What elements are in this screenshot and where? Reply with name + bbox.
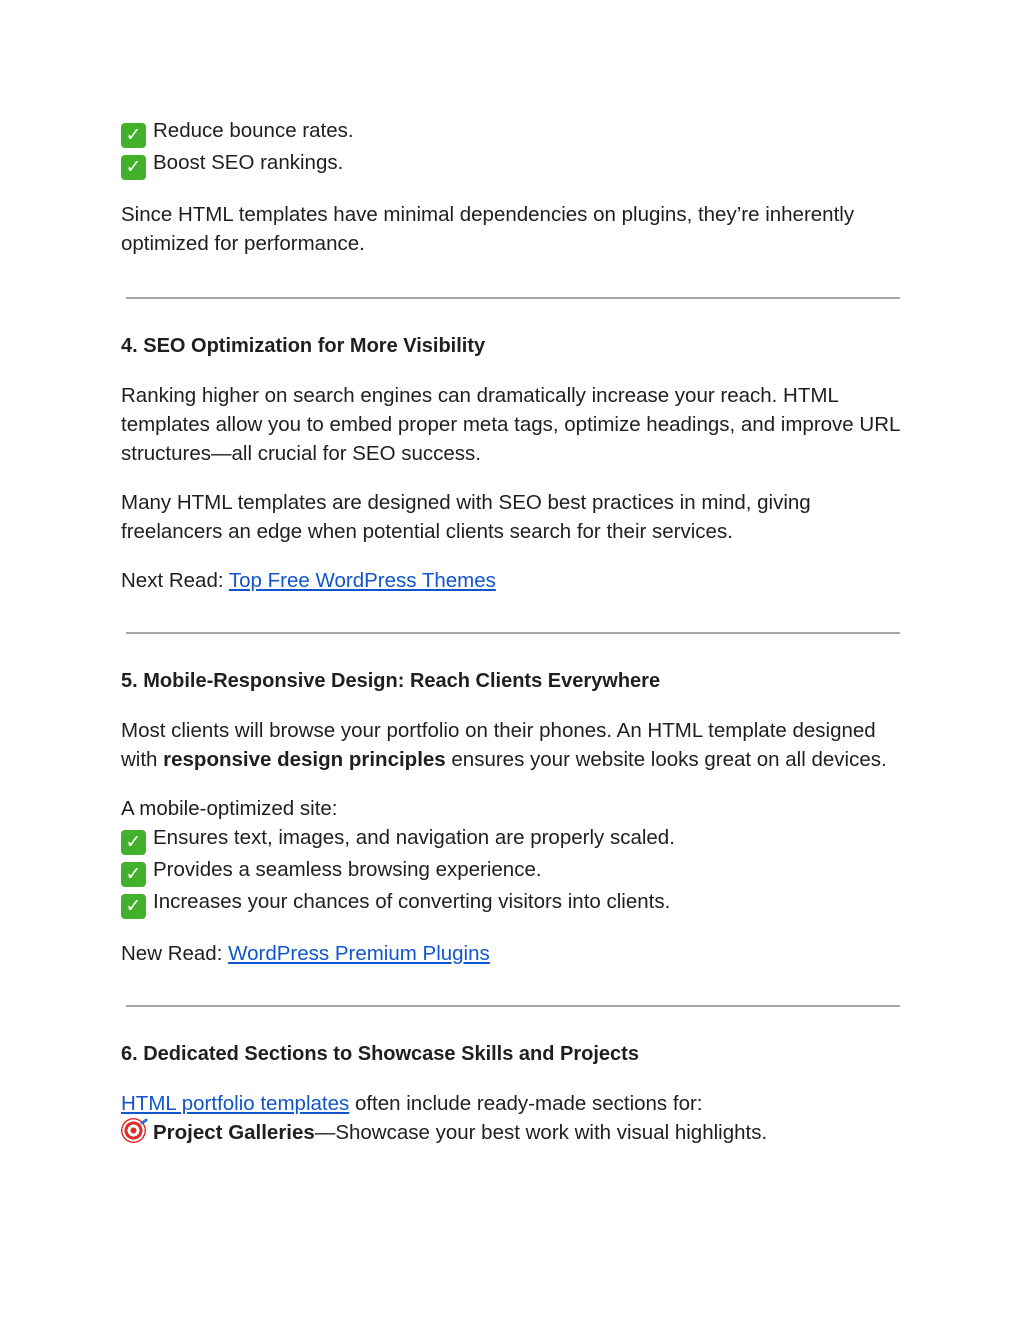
checklist-item: ✓ Reduce bounce rates.: [121, 116, 901, 148]
document-page: [121, 116, 901, 1147]
section-5-paragraph-1: Most clients will browse your portfolio on their phones. An HTML template designed with responsive design principles ensures your website looks great on all devices.: [121, 719, 887, 771]
section-4-paragraph-2: Many HTML templates are designed with SEO best practices in mind, giving freelancers an edge when potential clients search for their services.: [121, 491, 811, 543]
checklist-item: ✓ Ensures text, images, and navigation are properly scaled.: [121, 823, 901, 855]
performance-note: Since HTML templates have minimal dependencies on plugins, they’re inherently optimized for performance.: [121, 203, 855, 255]
top-free-wordpress-themes-link[interactable]: Top Free WordPress Themes: [228, 569, 496, 592]
checklist-item: ✓ Provides a seamless browsing experience.: [121, 855, 901, 887]
checklist-item: ✓ Boost SEO rankings.: [121, 148, 901, 180]
direct-hit-icon: [121, 1118, 146, 1143]
section-6-paragraph: HTML portfolio templates often include ready-made sections for: Project Galleries—Showcase your best work with visual highlights.: [121, 1089, 901, 1147]
section-6-heading: 6. Dedicated Sections to Showcase Skills and Projects: [121, 1043, 639, 1065]
section-5-heading: 5. Mobile-Responsive Design: Reach Clients Everywhere: [121, 670, 661, 692]
list-intro: A mobile-optimized site:: [121, 797, 338, 820]
check-mark-icon: ✓: [121, 894, 146, 919]
check-mark-icon: ✓: [121, 123, 146, 148]
section-5-checklist: [121, 794, 901, 919]
section-4-paragraph-1: Ranking higher on search engines can dramatically increase your reach. HTML templates allow you to embed proper meta tags, optimize headings, and improve URL structures—all crucial for SEO success.: [121, 384, 900, 465]
checklist-item: ✓ Increases your chances of converting visitors into clients.: [121, 887, 901, 919]
check-mark-icon: ✓: [121, 155, 146, 180]
new-read-line: New Read: WordPress Premium Plugins: [121, 942, 490, 965]
wordpress-premium-plugins-link[interactable]: WordPress Premium Plugins: [228, 942, 490, 965]
check-mark-icon: ✓: [121, 830, 146, 855]
html-portfolio-templates-link[interactable]: HTML portfolio templates: [121, 1092, 350, 1115]
section-4-heading: 4. SEO Optimization for More Visibility: [121, 335, 486, 357]
checklist-top: [121, 116, 901, 180]
next-read-line: Next Read: Top Free WordPress Themes: [121, 569, 496, 592]
check-mark-icon: ✓: [121, 862, 146, 887]
list-item: Project Galleries—Showcase your best work with visual highlights.: [121, 1118, 901, 1147]
